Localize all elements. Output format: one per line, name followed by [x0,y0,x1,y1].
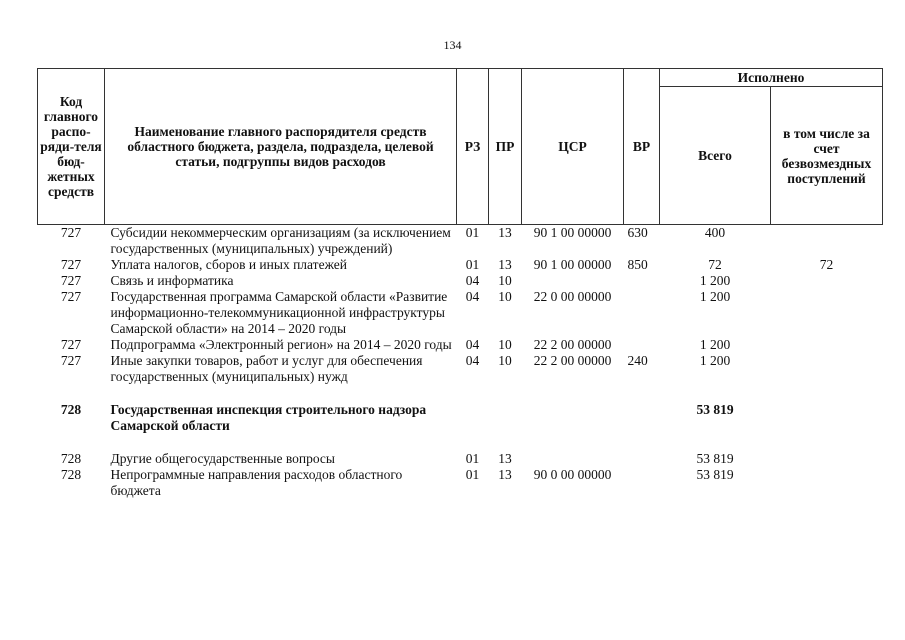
cell-pr: 10 [498,289,512,304]
cell-rz: 01 [465,225,480,240]
cell-total: 1 200 [699,337,731,352]
cell-vr [624,451,660,467]
table-row [38,353,883,402]
cell-pr: 13 [498,257,512,272]
cell-name: Уплата налогов, сборов и иных платежей [110,257,347,272]
cell-code: 727 [60,257,82,272]
header-code: Код главного распо-ряди-теля бюд-жетных средств [38,69,105,225]
cell-vr: 630 [627,225,648,240]
cell-rz: 04 [465,337,480,352]
cell-vr [624,467,660,499]
header-csr: ЦСР [522,69,624,225]
cell-code: 727 [60,225,82,240]
cell-pr: 10 [498,353,512,368]
cell-csr: 90 1 00 00000 [533,257,612,272]
cell-csr: 22 2 00 00000 [533,337,612,352]
cell-name: Непрограммные направления расходов областного бюджета [110,467,403,498]
cell-total: 1 200 [699,353,731,368]
cell-pr: 13 [498,225,512,240]
cell-free [771,337,883,353]
cell-vr [624,289,660,337]
cell-name: Государственная инспекция строительного надзора Самарской области [110,402,427,433]
cell-rz: 01 [465,257,480,272]
cell-csr: 90 0 00 00000 [533,467,612,482]
cell-rz: 04 [465,353,480,368]
cell-total: 53 819 [696,451,734,466]
cell-name: Связь и информатика [110,273,234,288]
header-rz: РЗ [457,69,489,225]
cell-vr [624,402,660,451]
cell-name: Субсидии некоммерческим организациям (за исключением государственных (муниципальных) учреждений) [110,225,451,256]
header-name: Наименование главного распорядителя средств областного бюджета, раздела, подраздела, целевой статьи, подгруппы видов расходов [105,69,457,225]
cell-name: Иные закупки товаров, работ и услуг для обеспечения государственных (муниципальных) нужд [110,353,423,384]
cell-pr: 10 [498,273,512,288]
header-vr: ВР [624,69,660,225]
cell-free [771,451,883,467]
cell-rz: 01 [465,451,480,466]
cell-code: 728 [60,402,82,417]
cell-free [771,289,883,337]
cell-name: Другие общегосударственные вопросы [110,451,335,466]
cell-free [771,467,883,499]
cell-code: 728 [60,467,82,482]
table-row [38,289,883,337]
cell-name: Подпрограмма «Электронный регион» на 2014 – 2020 годы [110,337,452,352]
cell-pr: 10 [498,337,512,352]
cell-vr [624,337,660,353]
cell-vr: 850 [627,257,648,272]
cell-code: 727 [60,289,82,304]
cell-rz [457,402,489,451]
cell-csr: 90 1 00 00000 [533,225,612,240]
cell-csr: 22 0 00 00000 [533,289,612,304]
cell-total: 53 819 [696,402,734,417]
cell-csr [522,273,624,289]
cell-total: 72 [708,257,722,272]
cell-code: 728 [60,451,82,466]
page-number: 134 [443,38,462,52]
cell-code: 727 [60,273,82,288]
cell-free [771,225,883,258]
header-executed: Исполнено [660,69,883,87]
cell-rz: 04 [465,273,480,288]
cell-total: 400 [704,225,726,240]
cell-code: 727 [60,337,82,352]
cell-csr [522,402,624,451]
cell-free: 72 [819,257,834,272]
table-row [38,467,883,499]
cell-pr: 13 [498,451,512,466]
cell-code: 727 [60,353,82,368]
cell-csr [522,451,624,467]
cell-rz: 01 [465,467,480,482]
table-row [38,225,883,258]
cell-vr: 240 [627,353,648,368]
cell-total: 53 819 [696,467,734,482]
cell-total: 1 200 [699,273,731,288]
cell-free [771,402,883,451]
cell-csr: 22 2 00 00000 [533,353,612,368]
cell-free [771,273,883,289]
header-free: в том числе за счет безвозмездных поступлений [771,87,883,225]
cell-vr [624,273,660,289]
cell-free [771,353,883,402]
table-row [38,257,883,273]
cell-rz: 04 [465,289,480,304]
cell-total: 1 200 [699,289,731,304]
table-row [38,273,883,289]
cell-name: Государственная программа Самарской области «Развитие информационно-телекоммуникационной инфраструктуры Самарской области» на 2014 – 2020 годы [110,289,448,336]
budget-table [37,68,883,499]
cell-pr [489,402,522,451]
table-row-department [38,402,883,451]
table-row [38,451,883,467]
cell-pr: 13 [498,467,512,482]
header-pr: ПР [489,69,522,225]
header-total: Всего [660,87,771,225]
table-row [38,337,883,353]
